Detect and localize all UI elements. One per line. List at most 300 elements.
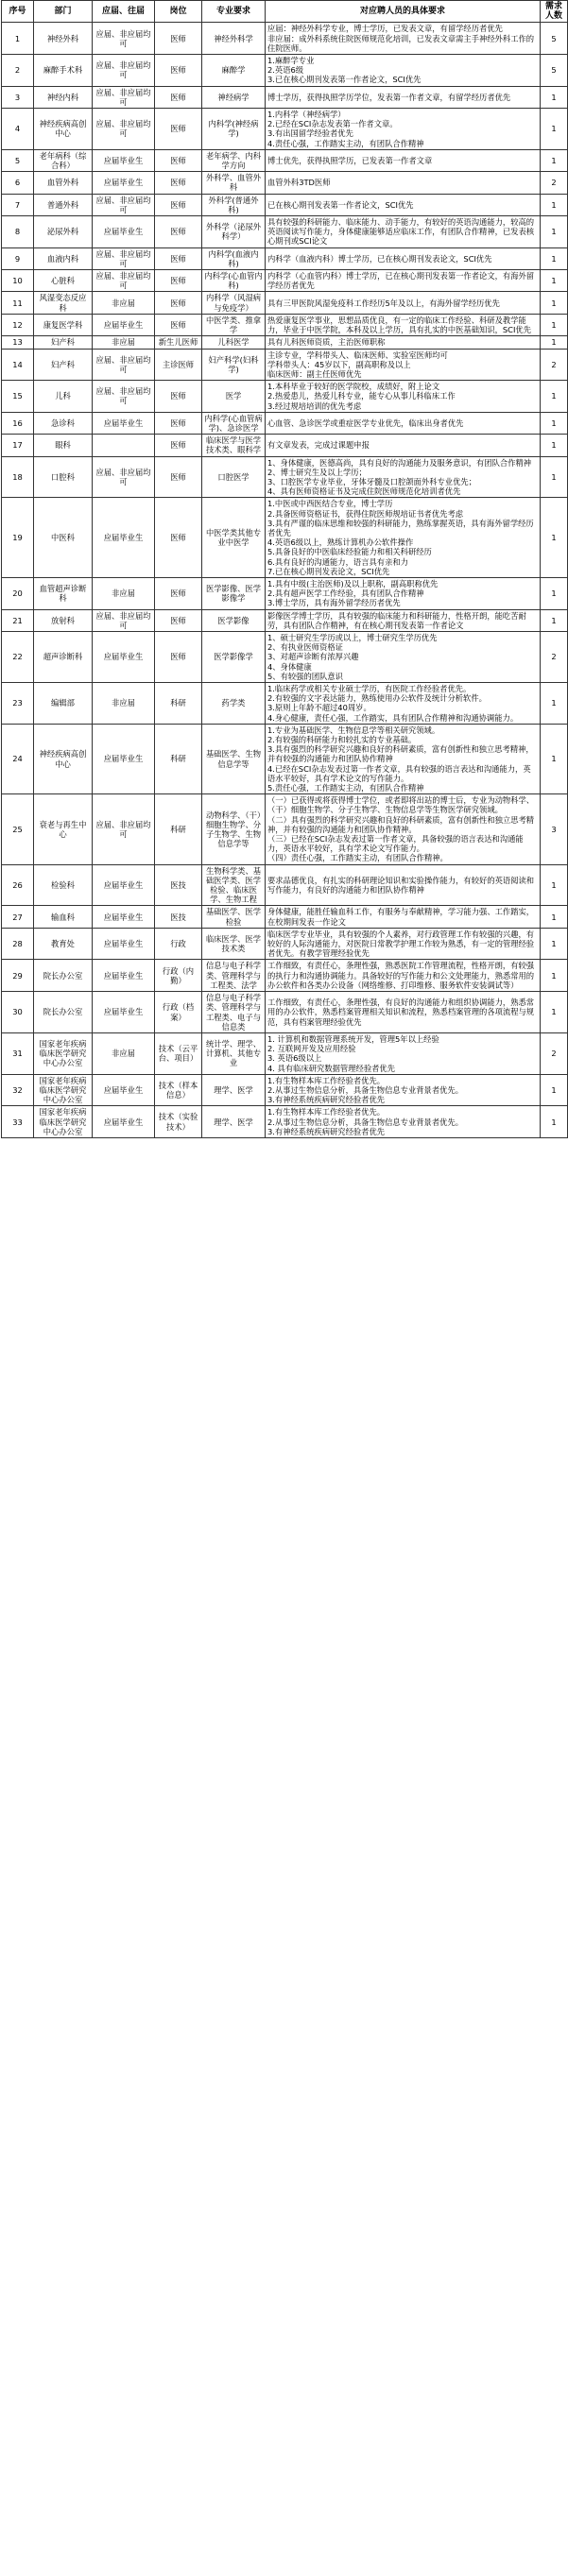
major-cell: 外科学(普通外科)	[202, 194, 266, 215]
major-cell: 神经病学	[202, 86, 266, 108]
count-cell: 1	[541, 609, 568, 631]
department-cell: 中医科	[34, 498, 93, 578]
requirements-cell	[266, 216, 541, 248]
row-number-cell: 3	[2, 86, 34, 108]
row-number-cell: 10	[2, 270, 34, 292]
graduate-status-cell: 应届毕业生	[93, 864, 155, 906]
table-row	[2, 683, 568, 725]
graduate-status-cell	[93, 435, 155, 456]
row-number-cell: 8	[2, 216, 34, 248]
post-cell: 医师	[155, 631, 202, 682]
department-cell: 神经疾病高创中心	[34, 109, 93, 150]
post-cell: 医技	[155, 864, 202, 906]
graduate-status-cell: 应届毕业生	[93, 960, 155, 992]
department-cell: 麻醉手术科	[34, 55, 93, 87]
count-cell: 1	[541, 86, 568, 108]
header-no: 序号	[2, 1, 34, 23]
department-cell: 普通外科	[34, 194, 93, 215]
requirement-line: 3.有出国留学经验者优先	[267, 128, 353, 139]
requirement-line: 具有较强的科研能力、临床能力、动手能力，有较好的英语沟通能力，较高的英语阅读写作能力，身体健康能够适应临床工作，有团队合作精神，已发表核心期刊或SCI论文	[267, 217, 535, 247]
major-cell: 理学、医学	[202, 1106, 266, 1138]
table-row	[2, 1032, 568, 1074]
requirement-line: 具有儿科医师资质，主治医师职称	[267, 337, 386, 348]
requirement-line: 具有三甲医院风湿免疫科工作经历5年及以上，有海外留学经历优先	[267, 298, 500, 308]
count-cell: 1	[541, 247, 568, 269]
post-cell: 医师	[155, 577, 202, 609]
requirements-cell	[266, 247, 541, 269]
row-number-cell: 28	[2, 928, 34, 960]
requirement-line: 工作细致，有责任心，条理性强，熟悉医院工作管理流程，性格开朗，有较强的执行力和沟通协调能力。具备较好的写作能力和公文处理能力，熟悉常用的办公软件和各类办公设备（网络维修、打印维修、服务软件安装调试等）	[267, 961, 535, 990]
requirement-line: 3、对超声诊断有浓厚兴趣	[267, 652, 359, 662]
requirement-line: 影像医学博士学历，具有较强的临床能力和科研能力，性格开朗，能吃苦耐劳，具有团队合作精神，有在核心期刊发表第一作者论文	[267, 610, 526, 630]
requirements-cell	[266, 498, 541, 578]
row-number-cell: 11	[2, 292, 34, 314]
requirement-line: 3.有神经系统疾病研究经验者优先	[267, 1095, 386, 1105]
requirements-cell	[266, 23, 541, 55]
table-body	[2, 23, 568, 1138]
requirement-line: （三）已经在SCI杂志发表过第一作者文章，具备较强的语言表达和沟通能力，英语水平较好，具有学术论文写作能力。	[267, 834, 524, 854]
requirement-line: 3.具有严谨的临床思维和较强的科研能力，熟练掌握英语，具有海外留学经历者优先	[267, 518, 534, 537]
row-number-cell: 25	[2, 794, 34, 864]
count-cell: 1	[541, 1074, 568, 1106]
graduate-status-cell: 应届、非应届均可	[93, 109, 155, 150]
requirement-line: 应届：神经外科学专业，博士学历，已发表文章，有留学经历者优先	[267, 24, 503, 34]
requirement-line: 4.身心健康，责任心强，工作踏实，具有团队合作精神和沟通协调能力。	[267, 712, 519, 723]
requirement-line: 2.英语6级	[267, 65, 304, 76]
graduate-status-cell: 应届、非应届均可	[93, 247, 155, 269]
count-cell: 1	[541, 864, 568, 906]
department-cell: 口腔科	[34, 456, 93, 498]
graduate-status-cell: 应届毕业生	[93, 992, 155, 1033]
count-cell: 1	[541, 109, 568, 150]
graduate-status-cell: 应届、非应届均可	[93, 349, 155, 381]
requirements-cell	[266, 149, 541, 171]
row-number-cell: 4	[2, 109, 34, 150]
row-number-cell: 15	[2, 381, 34, 413]
row-number-cell: 19	[2, 498, 34, 578]
row-number-cell: 33	[2, 1106, 34, 1138]
requirement-line: 4.英语6级以上，熟练计算机办公软件操作	[267, 537, 414, 548]
major-cell: 信息与电子科学类、管理科学与工程类、电子与信息类	[202, 992, 266, 1033]
requirement-line: 2.具有超声医学工作经验，具有团队合作精神	[267, 589, 424, 599]
department-cell: 急诊科	[34, 412, 93, 434]
requirement-line: 内科学（血液内科）博士学历，已在核心期刊发表论文，SCI优先	[267, 253, 492, 264]
post-cell: 科研	[155, 724, 202, 793]
department-cell: 衰老与再生中心	[34, 794, 93, 864]
requirement-line: 1、身体健康，医德高尚，具有良好的沟通能力及服务意识，有团队合作精神	[267, 457, 532, 468]
department-cell: 妇产科	[34, 336, 93, 349]
header-post: 岗位	[155, 1, 202, 23]
count-cell: 1	[541, 1106, 568, 1138]
requirement-line: 1.麻醉学专业	[267, 56, 315, 66]
post-cell: 医师	[155, 172, 202, 194]
count-cell: 2	[541, 631, 568, 682]
department-cell: 泌尿外科	[34, 216, 93, 248]
major-cell: 神经外科学	[202, 23, 266, 55]
count-cell: 1	[541, 194, 568, 215]
table-row	[2, 724, 568, 793]
department-cell: 院长办公室	[34, 960, 93, 992]
count-cell: 1	[541, 906, 568, 928]
post-cell: 技术（实验技术）	[155, 1106, 202, 1138]
count-cell: 1	[541, 149, 568, 171]
major-cell: 医学影像	[202, 609, 266, 631]
table-row	[2, 992, 568, 1033]
requirement-line: 主诊专业，学科带头人、临床医师、实验室医师均可	[267, 350, 448, 360]
requirements-cell	[266, 55, 541, 87]
requirement-line: 临床医师：副主任医师优先	[267, 368, 362, 379]
table-row	[2, 23, 568, 55]
post-cell: 行政（内勤）	[155, 960, 202, 992]
requirement-line: （二）具有强烈的科学研究兴趣和良好的科研素质，富有创新性和独立思考精神，并有较强的沟通能力和团队协作精神。	[267, 814, 535, 834]
requirement-line: 2.从事过生物信息分析，具备生物信息专业背景者优先。	[267, 1117, 464, 1127]
major-cell: 麻醉学	[202, 55, 266, 87]
graduate-status-cell: 非应届	[93, 683, 155, 725]
requirement-line: 1.本科毕业于较好的医学院校，成绩好，附上论文	[267, 382, 440, 392]
post-cell: 医师	[155, 412, 202, 434]
graduate-status-cell: 非应届	[93, 336, 155, 349]
count-cell: 2	[541, 172, 568, 194]
table-row	[2, 960, 568, 992]
department-cell: 国家老年疾病临床医学研究中心办公室	[34, 1032, 93, 1074]
post-cell: 科研	[155, 683, 202, 725]
requirement-line: （一）已获得或将获得博士学位，或者即将出站的博士后，专业为动物科学、（干）细胞生物学、分子生物学、生物信息学等生物医学研究领域。	[267, 795, 535, 815]
table-row	[2, 456, 568, 498]
requirements-cell	[266, 336, 541, 349]
requirements-cell	[266, 1106, 541, 1138]
graduate-status-cell: 非应届	[93, 292, 155, 314]
department-cell: 放射科	[34, 609, 93, 631]
graduate-status-cell: 应届毕业生	[93, 216, 155, 248]
requirement-line: 血管外科3TD医师	[267, 178, 331, 188]
requirement-line: 内科学（心血管内科）博士学历，已在核心期刊发表第一作者论文，有海外留学经历者优先	[267, 271, 535, 291]
count-cell: 1	[541, 456, 568, 498]
graduate-status-cell: 应届毕业生	[93, 172, 155, 194]
table-row	[2, 435, 568, 456]
department-cell: 妇产科	[34, 349, 93, 381]
requirements-cell	[266, 456, 541, 498]
table-row	[2, 864, 568, 906]
row-number-cell: 23	[2, 683, 34, 725]
requirement-line: 临床医学专业毕业，具有较强的个人素养，对行政管理工作有较强的兴趣，有较好的人际沟通能力，对医院日常教学护理工作较为熟悉，有一定的管理经验者优先。有教学管理经验优先	[267, 929, 535, 959]
requirement-line: 2、博士研究生及以上学历；	[267, 467, 367, 477]
requirement-line: 3.原则上年龄不超过40周岁。	[267, 703, 371, 713]
count-cell: 2	[541, 349, 568, 381]
department-cell: 风湿变态反应科	[34, 292, 93, 314]
department-cell: 院长办公室	[34, 992, 93, 1033]
requirements-cell	[266, 960, 541, 992]
department-cell: 老年病科（综合科）	[34, 149, 93, 171]
department-cell: 康复医学科	[34, 314, 93, 335]
table-row	[2, 631, 568, 682]
requirement-line: 5、有较强的团队意识	[267, 671, 343, 681]
requirement-line: 1.具有中级(主治医师)及以上职称，副高职称优先	[267, 578, 439, 589]
requirement-line: 心血管、急诊医学或重症医学专业优先，临床出身者优先	[267, 418, 464, 428]
requirement-line: 3. 英语6级以上	[267, 1053, 322, 1064]
graduate-status-cell: 应届、非应届均可	[93, 194, 155, 215]
major-cell: 老年病学、内科学方向	[202, 149, 266, 171]
requirements-cell	[266, 349, 541, 381]
row-number-cell: 21	[2, 609, 34, 631]
requirement-line: 1.专业为基础医学、生物信息学等相关研究领域。	[267, 725, 440, 735]
requirement-line: 1.内科学（神经病学）	[267, 110, 346, 120]
major-cell: 儿科医学	[202, 336, 266, 349]
major-cell: 内科学(神经病学)	[202, 109, 266, 150]
major-cell: 中医学类、推拿学	[202, 314, 266, 335]
post-cell: 医师	[155, 149, 202, 171]
post-cell: 医师	[155, 292, 202, 314]
department-cell: 血管外科	[34, 172, 93, 194]
requirement-line: 5.责任心强，工作踏实主动，有团队合作精神	[267, 783, 424, 793]
major-cell: 药学类	[202, 683, 266, 725]
row-number-cell: 14	[2, 349, 34, 381]
major-cell: 医学影像学	[202, 631, 266, 682]
requirement-line: 热爱康复医学事业，思想品质优良，有一定的临床工作经验、科研及教学能力，毕业于中医学院，本科及以上学历，具有扎实的中医基础知识，SCI优先	[267, 315, 532, 335]
table-row	[2, 109, 568, 150]
row-number-cell: 20	[2, 577, 34, 609]
major-cell: 内科学(心血管内科)	[202, 270, 266, 292]
requirement-line: 身体健康，能胜任输血科工作，有服务与奉献精神，学习能力强、工作踏实，在校期间发表一作论文	[267, 907, 535, 927]
graduate-status-cell: 非应届	[93, 577, 155, 609]
requirement-line: 博士学历，获得执照学历学位，发表第一作者文章，有留学经历者优先	[267, 92, 511, 102]
post-cell: 医师	[155, 216, 202, 248]
department-cell: 检验科	[34, 864, 93, 906]
graduate-status-cell: 应届毕业生	[93, 412, 155, 434]
row-number-cell: 29	[2, 960, 34, 992]
major-cell: 生物科学类、基础医学类、医学检验、临床医学、生物工程	[202, 864, 266, 906]
row-number-cell: 9	[2, 247, 34, 269]
department-cell: 神经内科	[34, 86, 93, 108]
requirement-line: 4.已经在SCI杂志发表过第一作者文章，具有较强的语言表达和沟通能力，英语水平较好，具有学术论文的写作能力。	[267, 763, 531, 783]
requirement-line: 3.有神经系统疾病研究经验者优先	[267, 1126, 386, 1136]
row-number-cell: 7	[2, 194, 34, 215]
major-cell: 医学影像、医学影像学	[202, 577, 266, 609]
requirement-line: 2.有较强的科研能力和较扎实的专业基础。	[267, 735, 417, 745]
requirements-cell	[266, 609, 541, 631]
post-cell: 医师	[155, 270, 202, 292]
major-cell: 动物科学、（干）细胞生物学、分子生物学、生物信息学等	[202, 794, 266, 864]
graduate-status-cell: 应届毕业生	[93, 631, 155, 682]
table-row	[2, 172, 568, 194]
count-cell: 1	[541, 270, 568, 292]
row-number-cell: 31	[2, 1032, 34, 1074]
count-cell: 1	[541, 960, 568, 992]
requirement-line: 4. 具有临床研究数据管理经验者优先	[267, 1063, 396, 1073]
count-cell: 1	[541, 412, 568, 434]
major-cell: 统计学、理学、计算机、其他专业	[202, 1032, 266, 1074]
count-cell: 1	[541, 724, 568, 793]
requirement-line: 1.有生物样本库工作经验者优先。	[267, 1075, 386, 1085]
post-cell: 医师	[155, 435, 202, 456]
count-cell: 1	[541, 928, 568, 960]
department-cell: 血液内科	[34, 247, 93, 269]
header-major: 专业要求	[202, 1, 266, 23]
requirement-line: 工作细致，有责任心，条理性强，有良好的沟通能力和组织协调能力，熟悉常用的办公软件，熟悉档案管理相关知识和流程，熟悉档案管理的各项流程与规范，具有档案管理经验优先	[267, 998, 535, 1027]
table-row	[2, 1106, 568, 1138]
major-cell: 理学、医学	[202, 1074, 266, 1106]
department-cell: 教育处	[34, 928, 93, 960]
table-row	[2, 336, 568, 349]
department-cell: 输血科	[34, 906, 93, 928]
graduate-status-cell: 应届毕业生	[93, 498, 155, 578]
table-row	[2, 1074, 568, 1106]
count-cell: 1	[541, 292, 568, 314]
requirements-cell	[266, 109, 541, 150]
requirement-line: 3.具有强烈的科学研究兴趣和良好的科研素质，富有创新性和独立思考精神，并有较强的沟通能力和团队协作精神	[267, 744, 534, 764]
post-cell: 行政（档案）	[155, 992, 202, 1033]
requirements-cell	[266, 928, 541, 960]
requirement-line: 7.已在核心期刊发表论文，SCI优先	[267, 566, 390, 576]
header-count: 需求人数	[541, 1, 568, 23]
post-cell: 医师	[155, 86, 202, 108]
graduate-status-cell: 应届毕业生	[93, 149, 155, 171]
graduate-status-cell: 应届毕业生	[93, 928, 155, 960]
requirement-line: 博士优先，获得执照学历，已发表第一作者文章	[267, 155, 433, 165]
department-cell: 神经外科	[34, 23, 93, 55]
row-number-cell: 22	[2, 631, 34, 682]
row-number-cell: 32	[2, 1074, 34, 1106]
major-cell: 临床医学与医学技术类、眼科学	[202, 435, 266, 456]
major-cell: 口腔医学	[202, 456, 266, 498]
major-cell: 基础医学、生物信息学等	[202, 724, 266, 793]
post-cell: 医师	[155, 109, 202, 150]
header-row	[2, 1, 568, 23]
header-graduate-status: 应届、往届	[93, 1, 155, 23]
department-cell: 心脏科	[34, 270, 93, 292]
requirement-line: 2.从事过生物信息分析，具备生物信息专业背景者优先。	[267, 1084, 464, 1095]
graduate-status-cell: 应届、非应届均可	[93, 609, 155, 631]
requirement-line: 要求品德优良，有扎实的科研理论知识和实验操作能力，有较好的英语阅读和写作能力，有良好的沟通能力和团队协作精神	[267, 875, 535, 896]
graduate-status-cell: 应届、非应届均可	[93, 794, 155, 864]
post-cell: 医师	[155, 23, 202, 55]
major-cell: 妇产科学(妇科学)	[202, 349, 266, 381]
major-cell: 信息与电子科学类、管理科学与工程类、法学	[202, 960, 266, 992]
post-cell: 医师	[155, 498, 202, 578]
post-cell: 医师	[155, 314, 202, 335]
requirement-line: 学科带头人：45岁以下，副高职称及以上	[267, 359, 411, 369]
department-cell: 神经疾病高创中心	[34, 724, 93, 793]
row-number-cell: 1	[2, 23, 34, 55]
table-row	[2, 314, 568, 335]
department-cell: 眼科	[34, 435, 93, 456]
requirements-cell	[266, 631, 541, 682]
requirement-line: 4、身体健康	[267, 661, 312, 672]
requirement-line: （四）责任心强，工作踏实主动，有团队合作精神。	[267, 853, 448, 863]
post-cell: 医师	[155, 194, 202, 215]
graduate-status-cell: 应届毕业生	[93, 1106, 155, 1138]
requirements-cell	[266, 683, 541, 725]
post-cell: 医师	[155, 609, 202, 631]
requirements-cell	[266, 992, 541, 1033]
post-cell: 主诊医师	[155, 349, 202, 381]
major-cell: 基础医学、医学检验	[202, 906, 266, 928]
major-cell: 内科学(心血管病学)、急诊医学	[202, 412, 266, 434]
row-number-cell: 13	[2, 336, 34, 349]
department-cell: 国家老年疾病临床医学研究中心办公室	[34, 1106, 93, 1138]
graduate-status-cell: 应届毕业生	[93, 1074, 155, 1106]
table-row	[2, 149, 568, 171]
table-row	[2, 216, 568, 248]
requirement-line: 2.已经在SCI杂志发表第一作者文章。	[267, 119, 398, 129]
department-cell: 编辑部	[34, 683, 93, 725]
post-cell: 技术（样本信息）	[155, 1074, 202, 1106]
count-cell: 1	[541, 577, 568, 609]
count-cell: 2	[541, 1032, 568, 1074]
count-cell: 1	[541, 216, 568, 248]
post-cell: 医师	[155, 247, 202, 269]
requirements-cell	[266, 906, 541, 928]
count-cell: 1	[541, 992, 568, 1033]
table-row	[2, 292, 568, 314]
post-cell: 医技	[155, 906, 202, 928]
major-cell: 外科学（泌尿外科学）	[202, 216, 266, 248]
count-cell: 1	[541, 336, 568, 349]
post-cell: 医师	[155, 456, 202, 498]
row-number-cell: 18	[2, 456, 34, 498]
row-number-cell: 6	[2, 172, 34, 194]
major-cell: 内科学(血液内科)	[202, 247, 266, 269]
requirements-cell	[266, 292, 541, 314]
count-cell: 1	[541, 498, 568, 578]
table-row	[2, 577, 568, 609]
graduate-status-cell: 应届、非应届均可	[93, 381, 155, 413]
post-cell: 新生儿医师	[155, 336, 202, 349]
requirements-cell	[266, 724, 541, 793]
row-number-cell: 2	[2, 55, 34, 87]
graduate-status-cell: 非应届	[93, 1032, 155, 1074]
major-cell: 中医学类其他专业中医学	[202, 498, 266, 578]
post-cell: 技术（云平台、项目）	[155, 1032, 202, 1074]
requirements-cell	[266, 1032, 541, 1074]
requirement-line: 2. 互联网开发及应用经验	[267, 1044, 356, 1054]
requirements-cell	[266, 794, 541, 864]
post-cell: 科研	[155, 794, 202, 864]
department-cell: 血管超声诊断科	[34, 577, 93, 609]
table-row	[2, 928, 568, 960]
requirement-line: 有文章发表，完成过课题申报	[267, 440, 370, 451]
requirement-line: 1. 计算机和数据管理系统开发，管理5年以上经验	[267, 1033, 439, 1044]
requirement-line: 1.临床药学或相关专业硕士学历，有医院工作经验者优先。	[267, 684, 472, 693]
major-cell: 内科学（风湿病与免疫学）	[202, 292, 266, 314]
graduate-status-cell: 应届、非应届均可	[93, 456, 155, 498]
recruitment-table	[1, 0, 568, 1138]
requirement-line: 6.具有良好的沟通能力，语言具有亲和力	[267, 556, 408, 567]
requirement-line: 3.博士学历，具有海外留学经历者优先	[267, 598, 401, 608]
requirements-cell	[266, 172, 541, 194]
requirement-line: 1、硕士研究生学历或以上，博士研究生学历优先	[267, 632, 438, 642]
row-number-cell: 27	[2, 906, 34, 928]
requirements-cell	[266, 86, 541, 108]
requirement-line: 4.责任心强，工作踏实主动，有团队合作精神	[267, 138, 424, 148]
major-cell: 外科学、血管外科	[202, 172, 266, 194]
requirement-line: 非应届：成外科系统住院医师规范化培训，已发表文章需主手神经外科工作的住院医师。	[267, 33, 535, 53]
requirement-line: 3.已在核心期刊发表第一作者论文，SCI优先	[267, 75, 422, 85]
requirements-cell	[266, 1074, 541, 1106]
table-row	[2, 55, 568, 87]
row-number-cell: 24	[2, 724, 34, 793]
table-row	[2, 349, 568, 381]
requirement-line: 2、有执业医师资格证	[267, 642, 343, 653]
requirement-line: 3.经过规培培训的优先考虑	[267, 401, 362, 411]
requirement-line: 2.具备医师资格证书，获得住院医师规培证书者优先考虑	[267, 508, 464, 519]
post-cell: 行政	[155, 928, 202, 960]
table-row	[2, 86, 568, 108]
row-number-cell: 30	[2, 992, 34, 1033]
requirements-cell	[266, 270, 541, 292]
count-cell: 5	[541, 55, 568, 87]
requirements-cell	[266, 412, 541, 434]
requirement-line: 1.中医或中西医结合专业，博士学历	[267, 499, 393, 509]
